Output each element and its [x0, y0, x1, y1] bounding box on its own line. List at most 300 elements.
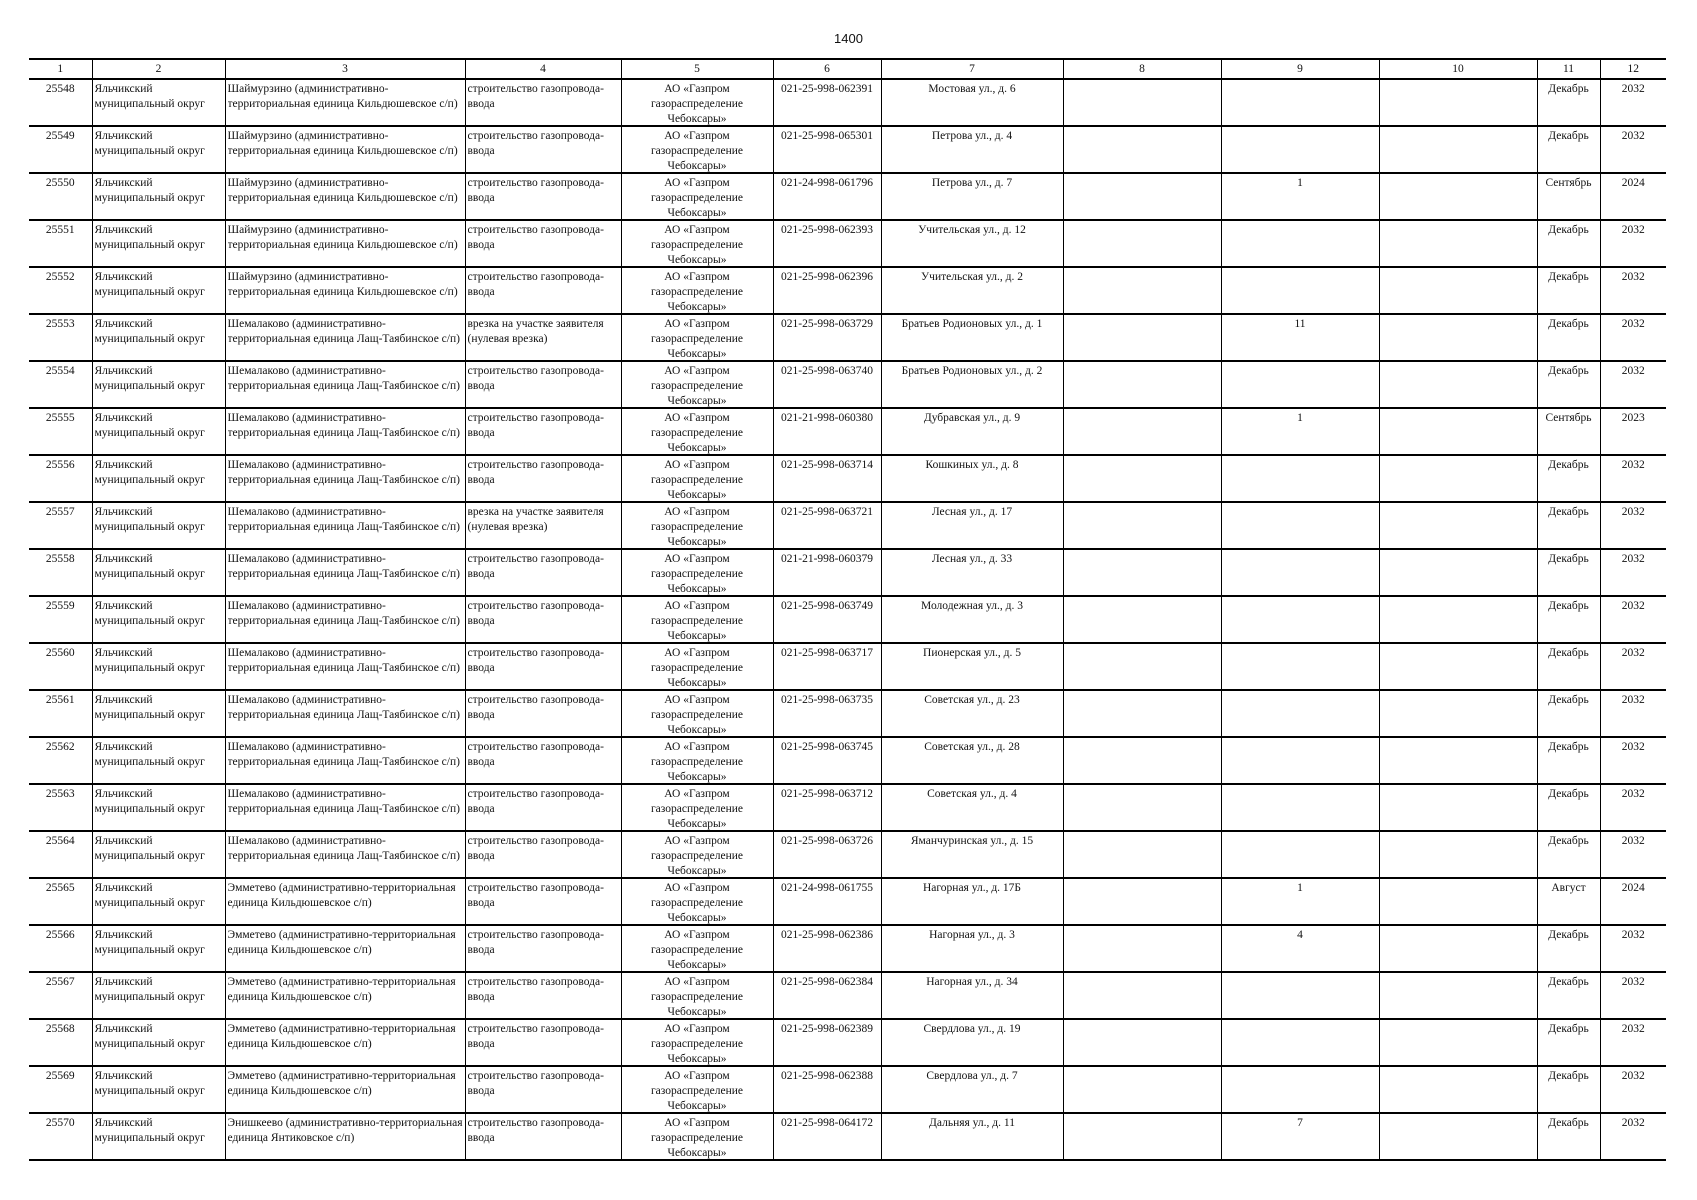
- month-cell-text: Декабрь: [1548, 788, 1589, 800]
- district-cell: [92, 925, 225, 972]
- settlement-cell: [225, 79, 465, 126]
- month-cell: [1537, 173, 1600, 220]
- settlement-cell-text: Шаймурзино (административно-территориальная единица Кильдюшевское с/п): [227, 224, 458, 251]
- column-10-cell: [1379, 1019, 1537, 1066]
- year-cell-text: 2032: [1621, 365, 1645, 377]
- address-cell: [881, 1066, 1063, 1113]
- settlement-cell-text: Шаймурзино (административно-территориальная единица Кильдюшевское с/п): [227, 83, 458, 110]
- application-code-cell: [773, 596, 881, 643]
- address-cell: [881, 1113, 1063, 1160]
- work-type-cell-text: строительство газопровода-ввода: [467, 741, 604, 768]
- table-row: [29, 972, 1666, 1019]
- column-header: 4: [465, 59, 621, 79]
- month-cell-text: Декабрь: [1548, 459, 1589, 471]
- year-cell: [1600, 878, 1666, 925]
- column-8-cell-text: [1066, 644, 1219, 689]
- month-cell: [1537, 79, 1600, 126]
- settlement-cell-text: Шемалаково (административно-территориальная единица Лащ-Таябинское с/п): [227, 553, 460, 580]
- address-cell-text: Свердлова ул., д. 7: [926, 1070, 1018, 1082]
- settlement-cell-text: Шемалаково (административно-территориальная единица Лащ-Таябинское с/п): [227, 835, 460, 862]
- organization-cell-text: АО «Газпром газораспределение Чебоксары»: [650, 1023, 744, 1065]
- settlement-cell-text: Шемалаково (административно-территориальная единица Лащ-Таябинское с/п): [227, 412, 460, 439]
- column-9-cell: [1221, 1019, 1379, 1066]
- column-10-cell: [1379, 972, 1537, 1019]
- application-code-cell-text: 021-25-998-063740: [781, 365, 873, 377]
- column-header: 8: [1063, 59, 1221, 79]
- column-9-cell: [1221, 314, 1379, 361]
- address-cell: [881, 784, 1063, 831]
- organization-cell-text: АО «Газпром газораспределение Чебоксары»: [650, 929, 744, 971]
- year-cell: [1600, 1019, 1666, 1066]
- column-8-cell: [1063, 314, 1221, 361]
- district-cell: [92, 1113, 225, 1160]
- settlement-cell: [225, 596, 465, 643]
- address-cell-text: Нагорная ул., д. 17Б: [922, 882, 1022, 894]
- column-8-cell: [1063, 408, 1221, 455]
- row-number-cell-text: 25568: [45, 1023, 75, 1035]
- column-10-cell-text: [1382, 315, 1535, 360]
- district-cell: [92, 784, 225, 831]
- column-8-cell: [1063, 925, 1221, 972]
- settlement-cell: [225, 502, 465, 549]
- address-cell: [881, 361, 1063, 408]
- row-number-cell: [29, 1113, 92, 1160]
- column-10-cell: [1379, 79, 1537, 126]
- month-cell: [1537, 549, 1600, 596]
- month-cell-text: Декабрь: [1548, 600, 1589, 612]
- month-cell-text: Декабрь: [1548, 318, 1589, 330]
- column-8-cell-text: [1066, 597, 1219, 642]
- district-cell-text: Яльчикский муниципальный округ: [94, 1070, 205, 1097]
- column-9-cell-text: [1224, 691, 1377, 736]
- application-code-cell-text: 021-25-998-063735: [781, 694, 873, 706]
- application-code-cell-text: 021-25-998-063714: [781, 459, 873, 471]
- year-cell: [1600, 643, 1666, 690]
- application-code-cell-text: 021-25-998-063729: [781, 318, 873, 330]
- column-9-cell: [1221, 502, 1379, 549]
- district-cell-text: Яльчикский муниципальный округ: [94, 365, 205, 392]
- year-cell: [1600, 690, 1666, 737]
- column-10-cell: [1379, 408, 1537, 455]
- row-number-cell-text: 25554: [45, 365, 75, 377]
- row-number-cell: [29, 972, 92, 1019]
- district-cell: [92, 79, 225, 126]
- application-code-cell: [773, 502, 881, 549]
- column-8-cell-text: [1066, 80, 1219, 125]
- row-number-cell: [29, 173, 92, 220]
- district-cell-text: Яльчикский муниципальный округ: [94, 1023, 205, 1050]
- settlement-cell: [225, 784, 465, 831]
- column-10-cell-text: [1382, 174, 1535, 219]
- work-type-cell: [465, 972, 621, 1019]
- district-cell-text: Яльчикский муниципальный округ: [94, 1117, 205, 1144]
- table-row: [29, 1066, 1666, 1113]
- column-9-cell-text: [1224, 1020, 1377, 1065]
- row-number-cell: [29, 220, 92, 267]
- row-number-cell: [29, 831, 92, 878]
- column-10-cell: [1379, 361, 1537, 408]
- address-cell-text: Братьев Родионовых ул., д. 2: [901, 365, 1043, 377]
- work-type-cell-text: строительство газопровода-ввода: [467, 271, 604, 298]
- column-8-cell-text: [1066, 879, 1219, 924]
- address-cell: [881, 314, 1063, 361]
- organization-cell-text: АО «Газпром газораспределение Чебоксары»: [650, 741, 744, 783]
- month-cell: [1537, 925, 1600, 972]
- month-cell: [1537, 737, 1600, 784]
- organization-cell-text: АО «Газпром газораспределение Чебоксары»: [650, 976, 744, 1018]
- column-9-cell: [1221, 126, 1379, 173]
- column-8-cell: [1063, 455, 1221, 502]
- address-cell: [881, 79, 1063, 126]
- table-row: [29, 831, 1666, 878]
- district-cell: [92, 1066, 225, 1113]
- address-cell: [881, 220, 1063, 267]
- settlement-cell: [225, 737, 465, 784]
- settlement-cell: [225, 220, 465, 267]
- organization-cell: [621, 79, 773, 126]
- table-row: [29, 314, 1666, 361]
- table-row: [29, 79, 1666, 126]
- column-header: 2: [92, 59, 225, 79]
- column-header: 5: [621, 59, 773, 79]
- district-cell-text: Яльчикский муниципальный округ: [94, 177, 205, 204]
- column-9-cell: [1221, 79, 1379, 126]
- year-cell: [1600, 1066, 1666, 1113]
- work-type-cell: [465, 784, 621, 831]
- district-cell-text: Яльчикский муниципальный округ: [94, 882, 205, 909]
- application-code-cell: [773, 126, 881, 173]
- row-number-cell-text: 25553: [45, 318, 75, 330]
- organization-cell-text: АО «Газпром газораспределение Чебоксары»: [650, 1070, 744, 1112]
- row-number-cell: [29, 1019, 92, 1066]
- district-cell-text: Яльчикский муниципальный округ: [94, 506, 205, 533]
- application-code-cell: [773, 314, 881, 361]
- organization-cell-text: АО «Газпром газораспределение Чебоксары»: [650, 788, 744, 830]
- row-number-cell-text: 25557: [45, 506, 75, 518]
- month-cell-text: Декабрь: [1548, 741, 1589, 753]
- row-number-cell: [29, 314, 92, 361]
- row-number-cell-text: 25570: [45, 1117, 75, 1129]
- work-type-cell-text: строительство газопровода-ввода: [467, 600, 604, 627]
- work-type-cell-text: врезка на участке заявителя (нулевая врезка): [467, 506, 604, 533]
- address-cell-text: Учительская ул., д. 2: [921, 271, 1023, 283]
- organization-cell: [621, 831, 773, 878]
- row-number-cell: [29, 925, 92, 972]
- column-9-cell: [1221, 972, 1379, 1019]
- column-8-cell: [1063, 596, 1221, 643]
- year-cell-text: 2032: [1621, 929, 1645, 941]
- year-cell-text: 2024: [1621, 177, 1645, 189]
- year-cell-text: 2023: [1621, 412, 1645, 424]
- address-cell: [881, 267, 1063, 314]
- column-8-cell: [1063, 690, 1221, 737]
- month-cell: [1537, 831, 1600, 878]
- column-10-cell-text: [1382, 879, 1535, 924]
- column-8-cell-text: [1066, 503, 1219, 548]
- work-type-cell-text: строительство газопровода-ввода: [467, 788, 604, 815]
- column-10-cell: [1379, 173, 1537, 220]
- month-cell: [1537, 220, 1600, 267]
- row-number-cell: [29, 408, 92, 455]
- column-9-cell-text: [1224, 832, 1377, 877]
- row-number-cell-text: 25566: [45, 929, 75, 941]
- settlement-cell: [225, 126, 465, 173]
- month-cell: [1537, 784, 1600, 831]
- settlement-cell-text: Шемалаково (административно-территориальная единица Лащ-Таябинское с/п): [227, 506, 460, 533]
- work-type-cell: [465, 455, 621, 502]
- application-code-cell: [773, 972, 881, 1019]
- application-code-cell: [773, 737, 881, 784]
- year-cell-text: 2032: [1621, 130, 1645, 142]
- table-row: [29, 878, 1666, 925]
- district-cell: [92, 690, 225, 737]
- work-type-cell: [465, 314, 621, 361]
- organization-cell-text: АО «Газпром газораспределение Чебоксары»: [650, 647, 744, 689]
- district-cell: [92, 220, 225, 267]
- district-cell: [92, 408, 225, 455]
- column-9-cell-text: 11: [1294, 318, 1306, 330]
- district-cell: [92, 1019, 225, 1066]
- organization-cell-text: АО «Газпром газораспределение Чебоксары»: [650, 835, 744, 877]
- year-cell-text: 2032: [1621, 506, 1645, 518]
- application-code-cell: [773, 831, 881, 878]
- address-cell: [881, 596, 1063, 643]
- month-cell: [1537, 596, 1600, 643]
- application-code-cell-text: 021-21-998-060379: [781, 553, 873, 565]
- column-8-cell: [1063, 549, 1221, 596]
- settlement-cell-text: Энишкеево (административно-территориальная единица Янтиковское с/п): [227, 1117, 463, 1144]
- column-10-cell-text: [1382, 550, 1535, 595]
- column-8-cell: [1063, 737, 1221, 784]
- year-cell: [1600, 79, 1666, 126]
- month-cell-text: Декабрь: [1548, 1117, 1589, 1129]
- month-cell: [1537, 455, 1600, 502]
- column-9-cell: [1221, 173, 1379, 220]
- year-cell: [1600, 549, 1666, 596]
- column-8-cell-text: [1066, 973, 1219, 1018]
- month-cell-text: Декабрь: [1548, 553, 1589, 565]
- row-number-cell: [29, 79, 92, 126]
- application-code-cell-text: 021-25-998-063721: [781, 506, 873, 518]
- column-header: 1: [29, 59, 92, 79]
- column-10-cell-text: [1382, 644, 1535, 689]
- column-10-cell: [1379, 455, 1537, 502]
- row-number-cell-text: 25563: [45, 788, 75, 800]
- column-9-cell: [1221, 455, 1379, 502]
- work-type-cell: [465, 408, 621, 455]
- column-8-cell-text: [1066, 362, 1219, 407]
- application-code-cell-text: 021-25-998-062384: [781, 976, 873, 988]
- address-cell-text: Мостовая ул., д. 6: [928, 83, 1016, 95]
- settlement-cell-text: Эмметево (административно-территориальная единица Кильдюшевское с/п): [227, 882, 456, 909]
- address-cell: [881, 549, 1063, 596]
- column-10-cell-text: [1382, 80, 1535, 125]
- address-cell-text: Учительская ул., д. 12: [918, 224, 1026, 236]
- work-type-cell: [465, 1113, 621, 1160]
- month-cell-text: Декабрь: [1548, 976, 1589, 988]
- month-cell: [1537, 126, 1600, 173]
- column-10-cell-text: [1382, 456, 1535, 501]
- column-9-cell: [1221, 267, 1379, 314]
- work-type-cell-text: строительство газопровода-ввода: [467, 1117, 604, 1144]
- application-code-cell: [773, 79, 881, 126]
- column-10-cell-text: [1382, 832, 1535, 877]
- application-code-cell: [773, 220, 881, 267]
- month-cell-text: Декабрь: [1548, 694, 1589, 706]
- organization-cell: [621, 549, 773, 596]
- address-cell-text: Петрова ул., д. 7: [931, 177, 1013, 189]
- column-10-cell-text: [1382, 785, 1535, 830]
- row-number-cell-text: 25565: [45, 882, 75, 894]
- column-10-cell-text: [1382, 503, 1535, 548]
- column-9-cell-text: [1224, 973, 1377, 1018]
- district-cell-text: Яльчикский муниципальный округ: [94, 741, 205, 768]
- column-header: 9: [1221, 59, 1379, 79]
- month-cell-text: Декабрь: [1548, 365, 1589, 377]
- application-code-cell: [773, 878, 881, 925]
- column-9-cell: [1221, 549, 1379, 596]
- organization-cell: [621, 1113, 773, 1160]
- work-type-cell-text: врезка на участке заявителя (нулевая врезка): [467, 318, 604, 345]
- row-number-cell-text: 25561: [45, 694, 75, 706]
- application-code-cell-text: 021-25-998-062386: [781, 929, 873, 941]
- table-row: [29, 455, 1666, 502]
- year-cell: [1600, 831, 1666, 878]
- month-cell: [1537, 972, 1600, 1019]
- column-10-cell-text: [1382, 1114, 1535, 1159]
- column-8-cell: [1063, 1113, 1221, 1160]
- column-10-cell: [1379, 1113, 1537, 1160]
- settlement-cell: [225, 690, 465, 737]
- district-cell: [92, 878, 225, 925]
- application-code-cell: [773, 361, 881, 408]
- address-cell: [881, 408, 1063, 455]
- row-number-cell-text: 25556: [45, 459, 75, 471]
- row-number-cell-text: 25567: [45, 976, 75, 988]
- column-8-cell: [1063, 502, 1221, 549]
- column-header: 10: [1379, 59, 1537, 79]
- address-cell-text: Дальняя ул., д. 11: [929, 1117, 1015, 1129]
- application-code-cell: [773, 690, 881, 737]
- column-10-cell: [1379, 690, 1537, 737]
- organization-cell-text: АО «Газпром газораспределение Чебоксары»: [650, 1117, 744, 1159]
- organization-cell-text: АО «Газпром газораспределение Чебоксары»: [650, 318, 744, 360]
- column-10-cell: [1379, 126, 1537, 173]
- application-code-cell: [773, 1113, 881, 1160]
- column-10-cell-text: [1382, 409, 1535, 454]
- application-code-cell-text: 021-25-998-062391: [781, 83, 873, 95]
- district-cell: [92, 737, 225, 784]
- address-cell-text: Яманчуринская ул., д. 15: [910, 835, 1034, 847]
- year-cell: [1600, 925, 1666, 972]
- settlement-cell-text: Шемалаково (административно-территориальная единица Лащ-Таябинское с/п): [227, 694, 460, 721]
- row-number-cell: [29, 643, 92, 690]
- column-8-cell-text: [1066, 409, 1219, 454]
- year-cell-text: 2032: [1621, 976, 1645, 988]
- column-9-cell: [1221, 831, 1379, 878]
- column-8-cell: [1063, 972, 1221, 1019]
- year-cell: [1600, 596, 1666, 643]
- address-cell-text: Советская ул., д. 28: [924, 741, 1020, 753]
- table-row: [29, 596, 1666, 643]
- organization-cell: [621, 972, 773, 1019]
- row-number-cell-text: 25549: [45, 130, 75, 142]
- year-cell: [1600, 126, 1666, 173]
- organization-cell: [621, 408, 773, 455]
- district-cell: [92, 502, 225, 549]
- table-row: [29, 643, 1666, 690]
- address-cell: [881, 878, 1063, 925]
- settlement-cell: [225, 408, 465, 455]
- district-cell-text: Яльчикский муниципальный округ: [94, 224, 205, 251]
- address-cell-text: Лесная ул., д. 33: [931, 553, 1013, 565]
- column-9-cell-text: 1: [1297, 177, 1303, 189]
- work-type-cell-text: строительство газопровода-ввода: [467, 647, 604, 674]
- address-cell: [881, 1019, 1063, 1066]
- work-type-cell-text: строительство газопровода-ввода: [467, 835, 604, 862]
- district-cell-text: Яльчикский муниципальный округ: [94, 647, 205, 674]
- address-cell: [881, 455, 1063, 502]
- organization-cell: [621, 220, 773, 267]
- work-type-cell-text: строительство газопровода-ввода: [467, 1023, 604, 1050]
- column-8-cell-text: [1066, 315, 1219, 360]
- application-code-cell-text: 021-25-998-062396: [781, 271, 873, 283]
- row-number-cell: [29, 878, 92, 925]
- settlement-cell: [225, 455, 465, 502]
- district-cell: [92, 126, 225, 173]
- organization-cell: [621, 784, 773, 831]
- month-cell: [1537, 1113, 1600, 1160]
- column-header: 7: [881, 59, 1063, 79]
- column-10-cell-text: [1382, 362, 1535, 407]
- organization-cell: [621, 690, 773, 737]
- header-row: [29, 59, 1666, 79]
- column-9-cell: [1221, 1066, 1379, 1113]
- table-row: [29, 1019, 1666, 1066]
- row-number-cell: [29, 267, 92, 314]
- month-cell-text: Декабрь: [1548, 83, 1589, 95]
- application-code-cell: [773, 1066, 881, 1113]
- settlement-cell: [225, 1066, 465, 1113]
- year-cell-text: 2032: [1621, 1023, 1645, 1035]
- address-cell-text: Советская ул., д. 4: [927, 788, 1017, 800]
- month-cell-text: Сентябрь: [1545, 177, 1592, 189]
- work-type-cell-text: строительство газопровода-ввода: [467, 224, 604, 251]
- settlement-cell-text: Эмметево (административно-территориальная единица Кильдюшевское с/п): [227, 976, 456, 1003]
- organization-cell: [621, 1019, 773, 1066]
- year-cell-text: 2032: [1621, 835, 1645, 847]
- organization-cell: [621, 455, 773, 502]
- address-cell-text: Пионерская ул., д. 5: [923, 647, 1021, 659]
- table-row: [29, 737, 1666, 784]
- settlement-cell: [225, 1113, 465, 1160]
- column-10-cell: [1379, 1066, 1537, 1113]
- row-number-cell-text: 25558: [45, 553, 75, 565]
- application-code-cell-text: 021-25-998-063726: [781, 835, 873, 847]
- application-code-cell-text: 021-25-998-063745: [781, 741, 873, 753]
- column-10-cell-text: [1382, 268, 1535, 313]
- column-8-cell: [1063, 79, 1221, 126]
- month-cell: [1537, 1066, 1600, 1113]
- organization-cell-text: АО «Газпром газораспределение Чебоксары»: [650, 83, 744, 125]
- work-type-cell: [465, 220, 621, 267]
- year-cell-text: 2032: [1621, 694, 1645, 706]
- address-cell: [881, 502, 1063, 549]
- year-cell-text: 2032: [1621, 741, 1645, 753]
- settlement-cell-text: Шаймурзино (административно-территориальная единица Кильдюшевское с/п): [227, 271, 458, 298]
- organization-cell-text: АО «Газпром газораспределение Чебоксары»: [650, 365, 744, 407]
- application-code-cell: [773, 267, 881, 314]
